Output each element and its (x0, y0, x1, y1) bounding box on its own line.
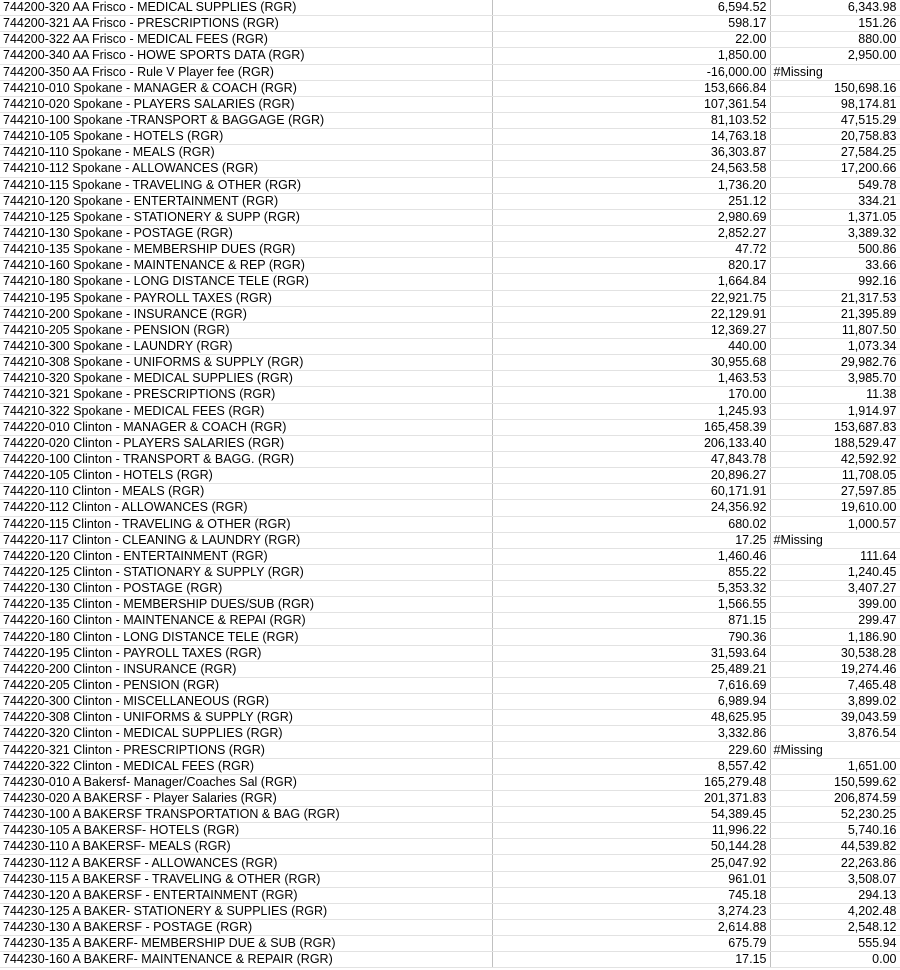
table-row (0, 484, 900, 500)
account-description-cell[interactable]: 744220-322 Clinton - MEDICAL FEES (RGR) (0, 758, 492, 774)
account-description-cell[interactable]: 744230-115 A BAKERSF - TRAVELING & OTHER (RGR) (0, 871, 492, 887)
table-row (0, 403, 900, 419)
amount-cell-2[interactable]: #Missing (770, 532, 900, 548)
amount-cell-1[interactable]: 2,980.69 (492, 209, 770, 225)
account-description-cell[interactable]: 744210-135 Spokane - MEMBERSHIP DUES (RGR) (0, 242, 492, 258)
account-description-cell[interactable]: 744220-308 Clinton - UNIFORMS & SUPPLY (RGR) (0, 710, 492, 726)
account-description-cell[interactable]: 744200-340 AA Frisco - HOWE SPORTS DATA (RGR) (0, 48, 492, 64)
table-row (0, 855, 900, 871)
table-row (0, 790, 900, 806)
amount-cell-1[interactable]: 961.01 (492, 871, 770, 887)
amount-cell-1[interactable]: 680.02 (492, 516, 770, 532)
account-description-cell[interactable]: 744210-112 Spokane - ALLOWANCES (RGR) (0, 161, 492, 177)
table-row (0, 112, 900, 128)
account-description-cell[interactable]: 744220-160 Clinton - MAINTENANCE & REPAI (RGR) (0, 613, 492, 629)
amount-cell-2[interactable]: 3,389.32 (770, 225, 900, 241)
amount-cell-2[interactable]: 3,508.07 (770, 871, 900, 887)
table-row (0, 839, 900, 855)
amount-cell-2[interactable]: 4,202.48 (770, 903, 900, 919)
amount-cell-1[interactable]: 820.17 (492, 258, 770, 274)
amount-cell-2[interactable]: 150,698.16 (770, 80, 900, 96)
table-row (0, 758, 900, 774)
account-description-cell[interactable]: 744210-160 Spokane - MAINTENANCE & REP (RGR) (0, 258, 492, 274)
account-description-cell[interactable]: 744220-110 Clinton - MEALS (RGR) (0, 484, 492, 500)
table-row (0, 597, 900, 613)
amount-cell-1[interactable]: 81,103.52 (492, 112, 770, 128)
table-row (0, 355, 900, 371)
amount-cell-2[interactable]: 2,950.00 (770, 48, 900, 64)
table-row (0, 807, 900, 823)
amount-cell-1[interactable]: 1,736.20 (492, 177, 770, 193)
amount-cell-2[interactable]: 17,200.66 (770, 161, 900, 177)
table-row (0, 871, 900, 887)
table-row (0, 242, 900, 258)
table-row (0, 129, 900, 145)
account-description-cell[interactable]: 744210-205 Spokane - PENSION (RGR) (0, 322, 492, 338)
amount-cell-1[interactable]: 54,389.45 (492, 807, 770, 823)
amount-cell-1[interactable]: 22.00 (492, 32, 770, 48)
account-description-cell[interactable]: 744230-100 A BAKERSF TRANSPORTATION & BAG (RGR) (0, 807, 492, 823)
account-description-cell[interactable]: 744210-308 Spokane - UNIFORMS & SUPPLY (RGR) (0, 355, 492, 371)
table-row (0, 645, 900, 661)
amount-cell-2[interactable]: 29,982.76 (770, 355, 900, 371)
amount-cell-2[interactable]: 399.00 (770, 597, 900, 613)
amount-cell-2[interactable]: 20,758.83 (770, 129, 900, 145)
account-description-cell[interactable]: 744220-200 Clinton - INSURANCE (RGR) (0, 661, 492, 677)
amount-cell-2[interactable]: 39,043.59 (770, 710, 900, 726)
amount-cell-2[interactable]: 19,274.46 (770, 661, 900, 677)
amount-cell-1[interactable]: 36,303.87 (492, 145, 770, 161)
account-description-cell[interactable]: 744220-100 Clinton - TRANSPORT & BAGG. (RGR) (0, 451, 492, 467)
table-row (0, 710, 900, 726)
amount-cell-1[interactable]: 25,047.92 (492, 855, 770, 871)
amount-cell-1[interactable]: 1,664.84 (492, 274, 770, 290)
table-row (0, 435, 900, 451)
amount-cell-2[interactable]: 6,343.98 (770, 0, 900, 16)
amount-cell-2[interactable]: 3,899.02 (770, 694, 900, 710)
table-row (0, 177, 900, 193)
account-description-cell[interactable]: 744200-321 AA Frisco - PRESCRIPTIONS (RGR) (0, 16, 492, 32)
amount-cell-1[interactable]: 22,921.75 (492, 290, 770, 306)
amount-cell-2[interactable]: 555.94 (770, 936, 900, 952)
amount-cell-2[interactable]: 22,263.86 (770, 855, 900, 871)
table-row (0, 903, 900, 919)
amount-cell-2[interactable]: 206,874.59 (770, 790, 900, 806)
account-description-cell[interactable]: 744220-321 Clinton - PRESCRIPTIONS (RGR) (0, 742, 492, 758)
amount-cell-2[interactable]: 5,740.16 (770, 823, 900, 839)
account-description-cell[interactable]: 744230-135 A BAKERF- MEMBERSHIP DUE & SUB (RGR) (0, 936, 492, 952)
amount-cell-2[interactable]: 7,465.48 (770, 677, 900, 693)
amount-cell-1[interactable]: 31,593.64 (492, 645, 770, 661)
table-row (0, 96, 900, 112)
amount-cell-2[interactable]: 11.38 (770, 387, 900, 403)
amount-cell-2[interactable]: 44,539.82 (770, 839, 900, 855)
amount-cell-2[interactable]: 19,610.00 (770, 500, 900, 516)
table-row (0, 290, 900, 306)
table-row (0, 64, 900, 80)
account-description-cell[interactable]: 744210-200 Spokane - INSURANCE (RGR) (0, 306, 492, 322)
account-description-cell[interactable]: 744210-010 Spokane - MANAGER & COACH (RGR) (0, 80, 492, 96)
amount-cell-1[interactable]: 7,616.69 (492, 677, 770, 693)
amount-cell-2[interactable]: 153,687.83 (770, 419, 900, 435)
account-description-cell[interactable]: 744230-125 A BAKER- STATIONERY & SUPPLIES (RGR) (0, 903, 492, 919)
amount-cell-1[interactable]: 8,557.42 (492, 758, 770, 774)
table-row (0, 613, 900, 629)
amount-cell-1[interactable]: 17.15 (492, 952, 770, 968)
account-description-cell[interactable]: 744230-110 A BAKERSF- MEALS (RGR) (0, 839, 492, 855)
account-description-cell[interactable]: 744220-180 Clinton - LONG DISTANCE TELE (RGR) (0, 629, 492, 645)
amount-cell-2[interactable]: 52,230.25 (770, 807, 900, 823)
amount-cell-1[interactable]: 107,361.54 (492, 96, 770, 112)
account-description-cell[interactable]: 744210-300 Spokane - LAUNDRY (RGR) (0, 338, 492, 354)
table-row (0, 322, 900, 338)
amount-cell-1[interactable]: 22,129.91 (492, 306, 770, 322)
amount-cell-1[interactable]: -16,000.00 (492, 64, 770, 80)
table-row (0, 532, 900, 548)
account-description-cell[interactable]: 744210-320 Spokane - MEDICAL SUPPLIES (RGR) (0, 371, 492, 387)
account-description-cell[interactable]: 744230-160 A BAKERF- MAINTENANCE & REPAIR (RGR) (0, 952, 492, 968)
account-description-cell[interactable]: 744210-110 Spokane - MEALS (RGR) (0, 145, 492, 161)
table-row (0, 774, 900, 790)
amount-cell-2[interactable]: 150,599.62 (770, 774, 900, 790)
account-description-cell[interactable]: 744220-300 Clinton - MISCELLANEOUS (RGR) (0, 694, 492, 710)
amount-cell-2[interactable]: #Missing (770, 64, 900, 80)
account-description-cell[interactable]: 744210-321 Spokane - PRESCRIPTIONS (RGR) (0, 387, 492, 403)
account-description-cell[interactable]: 744230-112 A BAKERSF - ALLOWANCES (RGR) (0, 855, 492, 871)
amount-cell-1[interactable]: 1,566.55 (492, 597, 770, 613)
table-row (0, 952, 900, 968)
table-row (0, 887, 900, 903)
amount-cell-1[interactable]: 30,955.68 (492, 355, 770, 371)
amount-cell-1[interactable]: 1,850.00 (492, 48, 770, 64)
amount-cell-2[interactable]: 21,395.89 (770, 306, 900, 322)
amount-cell-1[interactable]: 790.36 (492, 629, 770, 645)
table-row (0, 694, 900, 710)
amount-cell-2[interactable]: 188,529.47 (770, 435, 900, 451)
account-description-cell[interactable]: 744210-105 Spokane - HOTELS (RGR) (0, 129, 492, 145)
amount-cell-2[interactable]: #Missing (770, 742, 900, 758)
account-description-cell[interactable]: 744220-105 Clinton - HOTELS (RGR) (0, 468, 492, 484)
account-description-cell[interactable]: 744220-320 Clinton - MEDICAL SUPPLIES (RGR) (0, 726, 492, 742)
account-description-cell[interactable]: 744220-205 Clinton - PENSION (RGR) (0, 677, 492, 693)
amount-cell-1[interactable]: 201,371.83 (492, 790, 770, 806)
table-row (0, 468, 900, 484)
account-description-cell[interactable]: 744200-350 AA Frisco - Rule V Player fee (RGR) (0, 64, 492, 80)
amount-cell-2[interactable]: 334.21 (770, 193, 900, 209)
amount-cell-1[interactable]: 598.17 (492, 16, 770, 32)
table-row (0, 32, 900, 48)
account-description-cell[interactable]: 744230-020 A BAKERSF - Player Salaries (RGR) (0, 790, 492, 806)
amount-cell-1[interactable]: 47.72 (492, 242, 770, 258)
table-row (0, 500, 900, 516)
account-description-cell[interactable]: 744220-130 Clinton - POSTAGE (RGR) (0, 581, 492, 597)
amount-cell-1[interactable]: 229.60 (492, 742, 770, 758)
table-row (0, 193, 900, 209)
amount-cell-2[interactable]: 27,584.25 (770, 145, 900, 161)
account-description-cell[interactable]: 744230-105 A BAKERSF- HOTELS (RGR) (0, 823, 492, 839)
account-description-cell[interactable]: 744220-125 Clinton - STATIONARY & SUPPLY (RGR) (0, 564, 492, 580)
account-description-cell[interactable]: 744230-010 A Bakersf- Manager/Coaches Sal (RGR) (0, 774, 492, 790)
amount-cell-2[interactable]: 3,985.70 (770, 371, 900, 387)
account-description-cell[interactable]: 744210-130 Spokane - POSTAGE (RGR) (0, 225, 492, 241)
amount-cell-1[interactable]: 675.79 (492, 936, 770, 952)
amount-cell-2[interactable]: 992.16 (770, 274, 900, 290)
account-description-cell[interactable]: 744210-125 Spokane - STATIONERY & SUPP (RGR) (0, 209, 492, 225)
table-row (0, 258, 900, 274)
amount-cell-1[interactable]: 12,369.27 (492, 322, 770, 338)
amount-cell-1[interactable]: 20,896.27 (492, 468, 770, 484)
amount-cell-1[interactable]: 2,614.88 (492, 920, 770, 936)
table-row (0, 0, 900, 16)
amount-cell-1[interactable]: 11,996.22 (492, 823, 770, 839)
amount-cell-2[interactable]: 0.00 (770, 952, 900, 968)
amount-cell-2[interactable]: 1,651.00 (770, 758, 900, 774)
table-row (0, 742, 900, 758)
table-row (0, 581, 900, 597)
amount-cell-1[interactable]: 1,245.93 (492, 403, 770, 419)
account-description-cell[interactable]: 744230-130 A BAKERSF - POSTAGE (RGR) (0, 920, 492, 936)
amount-cell-1[interactable]: 6,989.94 (492, 694, 770, 710)
table-row (0, 823, 900, 839)
table-row (0, 48, 900, 64)
account-description-cell[interactable]: 744220-117 Clinton - CLEANING & LAUNDRY (RGR) (0, 532, 492, 548)
amount-cell-2[interactable]: 2,548.12 (770, 920, 900, 936)
account-description-cell[interactable]: 744230-120 A BAKERSF - ENTERTAINMENT (RGR) (0, 887, 492, 903)
amount-cell-1[interactable]: 745.18 (492, 887, 770, 903)
account-description-cell[interactable]: 744220-135 Clinton - MEMBERSHIP DUES/SUB (RGR) (0, 597, 492, 613)
amount-cell-1[interactable]: 60,171.91 (492, 484, 770, 500)
amount-cell-2[interactable]: 3,407.27 (770, 581, 900, 597)
amount-cell-1[interactable]: 165,458.39 (492, 419, 770, 435)
amount-cell-1[interactable]: 25,489.21 (492, 661, 770, 677)
account-description-cell[interactable]: 744210-322 Spokane - MEDICAL FEES (RGR) (0, 403, 492, 419)
amount-cell-1[interactable]: 5,353.32 (492, 581, 770, 597)
amount-cell-1[interactable]: 1,460.46 (492, 548, 770, 564)
account-description-cell[interactable]: 744210-115 Spokane - TRAVELING & OTHER (RGR) (0, 177, 492, 193)
account-description-cell[interactable]: 744200-320 AA Frisco - MEDICAL SUPPLIES (RGR) (0, 0, 492, 16)
amount-cell-2[interactable]: 111.64 (770, 548, 900, 564)
amount-cell-2[interactable]: 27,597.85 (770, 484, 900, 500)
table-row (0, 629, 900, 645)
account-description-cell[interactable]: 744220-010 Clinton - MANAGER & COACH (RGR) (0, 419, 492, 435)
account-description-cell[interactable]: 744200-322 AA Frisco - MEDICAL FEES (RGR) (0, 32, 492, 48)
amount-cell-2[interactable]: 47,515.29 (770, 112, 900, 128)
account-description-cell[interactable]: 744210-100 Spokane -TRANSPORT & BAGGAGE (RGR) (0, 112, 492, 128)
table-row (0, 306, 900, 322)
table-row (0, 338, 900, 354)
account-description-cell[interactable]: 744220-115 Clinton - TRAVELING & OTHER (RGR) (0, 516, 492, 532)
amount-cell-1[interactable]: 871.15 (492, 613, 770, 629)
amount-cell-1[interactable]: 6,594.52 (492, 0, 770, 16)
table-row (0, 419, 900, 435)
account-description-cell[interactable]: 744220-020 Clinton - PLAYERS SALARIES (RGR) (0, 435, 492, 451)
amount-cell-2[interactable]: 1,186.90 (770, 629, 900, 645)
table-row (0, 548, 900, 564)
amount-cell-1[interactable]: 24,356.92 (492, 500, 770, 516)
amount-cell-2[interactable]: 880.00 (770, 32, 900, 48)
amount-cell-1[interactable]: 153,666.84 (492, 80, 770, 96)
table-row (0, 371, 900, 387)
amount-cell-2[interactable]: 30,538.28 (770, 645, 900, 661)
table-row (0, 161, 900, 177)
table-row (0, 209, 900, 225)
amount-cell-2[interactable]: 42,592.92 (770, 451, 900, 467)
table-row (0, 145, 900, 161)
amount-cell-2[interactable]: 1,240.45 (770, 564, 900, 580)
amount-cell-2[interactable]: 1,073.34 (770, 338, 900, 354)
table-row (0, 225, 900, 241)
amount-cell-1[interactable]: 170.00 (492, 387, 770, 403)
amount-cell-1[interactable]: 165,279.48 (492, 774, 770, 790)
account-description-cell[interactable]: 744210-195 Spokane - PAYROLL TAXES (RGR) (0, 290, 492, 306)
amount-cell-2[interactable]: 33.66 (770, 258, 900, 274)
table-row (0, 726, 900, 742)
amount-cell-2[interactable]: 1,371.05 (770, 209, 900, 225)
table-row (0, 387, 900, 403)
table-row (0, 274, 900, 290)
amount-cell-2[interactable]: 151.26 (770, 16, 900, 32)
amount-cell-1[interactable]: 206,133.40 (492, 435, 770, 451)
account-description-cell[interactable]: 744210-020 Spokane - PLAYERS SALARIES (RGR) (0, 96, 492, 112)
amount-cell-2[interactable]: 11,807.50 (770, 322, 900, 338)
table-row (0, 564, 900, 580)
table-row (0, 936, 900, 952)
amount-cell-2[interactable]: 98,174.81 (770, 96, 900, 112)
amount-cell-2[interactable]: 1,914.97 (770, 403, 900, 419)
amount-cell-1[interactable]: 2,852.27 (492, 225, 770, 241)
amount-cell-1[interactable]: 3,274.23 (492, 903, 770, 919)
table-row (0, 920, 900, 936)
amount-cell-1[interactable]: 24,563.58 (492, 161, 770, 177)
amount-cell-1[interactable]: 47,843.78 (492, 451, 770, 467)
table-row (0, 80, 900, 96)
amount-cell-2[interactable]: 500.86 (770, 242, 900, 258)
amount-cell-2[interactable]: 294.13 (770, 887, 900, 903)
amount-cell-2[interactable]: 1,000.57 (770, 516, 900, 532)
amount-cell-1[interactable]: 440.00 (492, 338, 770, 354)
account-description-cell[interactable]: 744220-112 Clinton - ALLOWANCES (RGR) (0, 500, 492, 516)
table-row (0, 516, 900, 532)
amount-cell-1[interactable]: 855.22 (492, 564, 770, 580)
amount-cell-2[interactable]: 3,876.54 (770, 726, 900, 742)
amount-cell-2[interactable]: 549.78 (770, 177, 900, 193)
table-row (0, 677, 900, 693)
amount-cell-1[interactable]: 48,625.95 (492, 710, 770, 726)
amount-cell-2[interactable]: 299.47 (770, 613, 900, 629)
amount-cell-2[interactable]: 11,708.05 (770, 468, 900, 484)
account-description-cell[interactable]: 744210-180 Spokane - LONG DISTANCE TELE (RGR) (0, 274, 492, 290)
amount-cell-1[interactable]: 3,332.86 (492, 726, 770, 742)
account-description-cell[interactable]: 744220-195 Clinton - PAYROLL TAXES (RGR) (0, 645, 492, 661)
amount-cell-1[interactable]: 50,144.28 (492, 839, 770, 855)
table-row (0, 661, 900, 677)
amount-cell-1[interactable]: 14,763.18 (492, 129, 770, 145)
account-description-cell[interactable]: 744210-120 Spokane - ENTERTAINMENT (RGR) (0, 193, 492, 209)
table-row (0, 16, 900, 32)
amount-cell-1[interactable]: 251.12 (492, 193, 770, 209)
account-description-cell[interactable]: 744220-120 Clinton - ENTERTAINMENT (RGR) (0, 548, 492, 564)
amount-cell-1[interactable]: 1,463.53 (492, 371, 770, 387)
table-row (0, 451, 900, 467)
amount-cell-1[interactable]: 17.25 (492, 532, 770, 548)
amount-cell-2[interactable]: 21,317.53 (770, 290, 900, 306)
